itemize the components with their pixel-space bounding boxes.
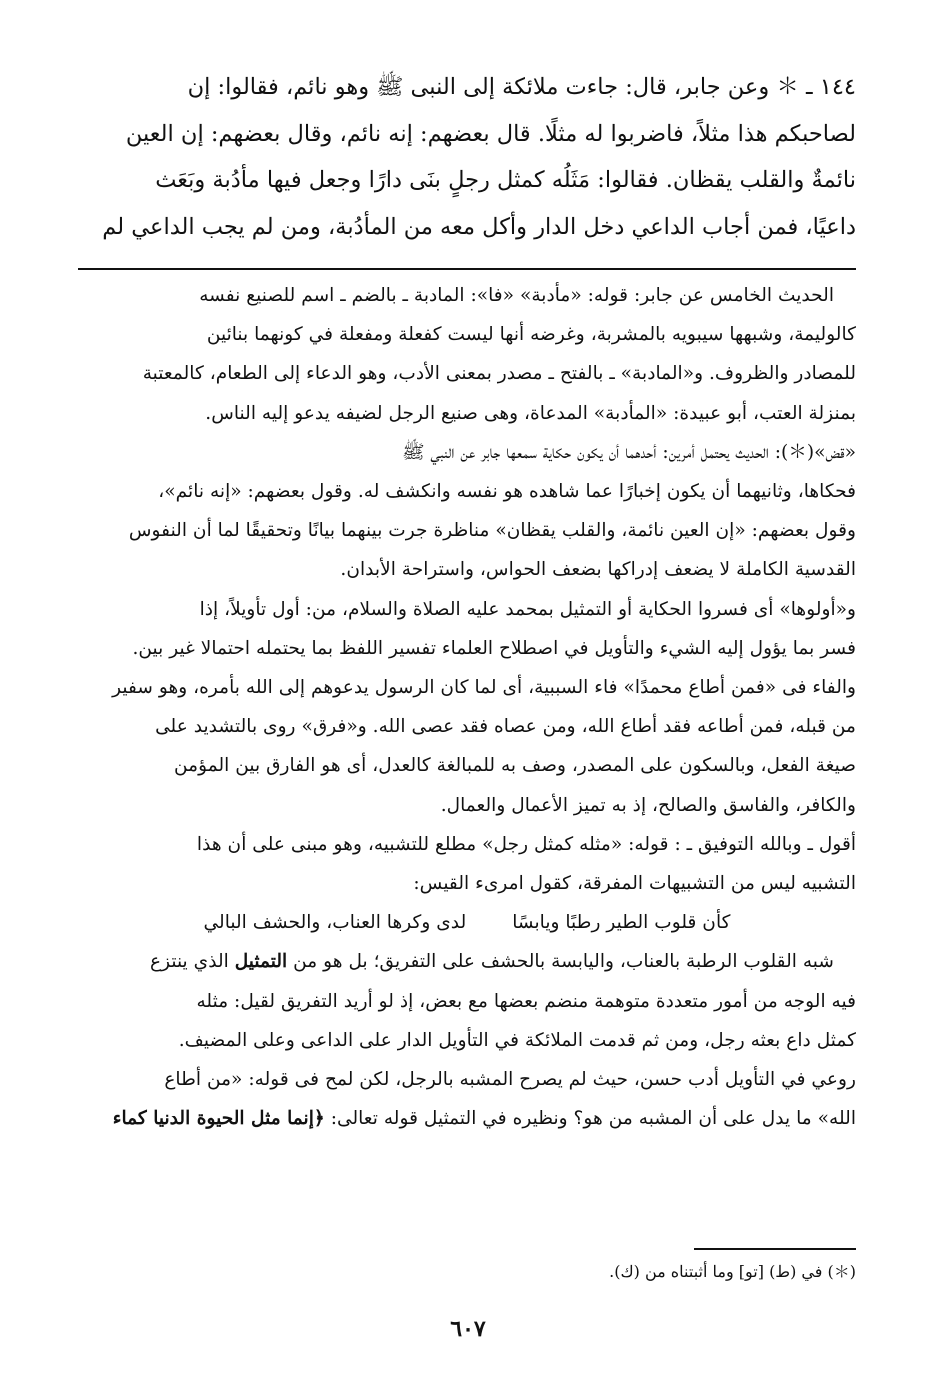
commentary-paragraph-5: [78, 825, 856, 903]
commentary-paragraph-3: [78, 590, 856, 668]
poetry-verse: [78, 903, 856, 942]
commentary-line: [78, 942, 856, 981]
commentary-line: فيه الوجه من أمور متعددة متوهمة منضم بعضها مع بعض، إذ لو أريد التفريق لقيل: مثله: [196, 990, 856, 1012]
hadith-line: ١٤٤ ـ ＊ وعن جابر، قال: جاءت ملائكة إلى النبى ﷺ وهو نائم، فقالوا: إن: [187, 74, 856, 100]
commentary-paragraph-1: [78, 276, 856, 433]
commentary-line: والكافر، والفاسق والصالح، إذ به تميز الأعمال والعمال.: [440, 794, 856, 816]
quran-quote: ﴿إنما مثل الحيوة الدنيا كماء: [112, 1108, 325, 1130]
commentary-line: بمنزلة العتب، أبو عبيدة: «المأدبة» المدعاة، وهى صنيع الرجل لضيفه يدعو إليه الناس.: [205, 402, 856, 424]
hadith-text: [78, 64, 856, 250]
verse-second-hemistich: لدى وكرها العناب، والحشف البالي: [203, 912, 467, 934]
commentary-line: و«أولوها» أى فسروا الحكاية أو التمثيل بمحمد عليه الصلاة والسلام، من: أول تأويلاً، إذا: [199, 598, 856, 620]
commentary-line: صيغة الفعل، وبالسكون على المصدر، وصف به للمبالغة كالعدل، أى هو الفارق بين المؤمن: [174, 755, 856, 777]
text-run: الذي ينتزع: [149, 951, 235, 973]
commentary-paragraph-6: [78, 942, 856, 1138]
commentary-paragraph-4: [78, 668, 856, 825]
hadith-line: داعيًا، فمن أجاب الداعي دخل الدار وأكل معه من المأدُبة، ومن لم يجب الداعي لم: [102, 213, 856, 240]
commentary-line: فسر بما يؤول إليه الشيء والتأويل في اصطلاح العلماء تفسير اللفظ بما يحتمله احتمالا غير بين.: [132, 637, 856, 659]
commentary-line: كمثل داع بعثه رجل، ومن ثم قدمت الملائكة في التأويل الدار على الداعى وعلى المضيف.: [178, 1029, 856, 1051]
commentary-line: كالوليمة، وشبهها سيبويه بالمشربة، وغرضه أنها ليست كفعلة ومفعلة في كونهما بنائين: [206, 324, 856, 346]
commentary-line: أقول ـ وبالله التوفيق ـ : قوله: «مثله كمثل رجل» مطلع للتشبيه، وهو مبنى على أن هذا: [196, 833, 856, 855]
footnote: (＊) في (ط) [تو] وما أثبتناه من (ك).: [609, 1262, 856, 1281]
commentary-line: الحديث الخامس عن جابر: قوله: «مأدبة» «فا»: المادبة ـ بالضم ـ اسم للصنيع نفسه: [199, 285, 834, 306]
text-run: شبه القلوب الرطبة بالعناب، واليابسة بالحشف على التفريق؛ بل هو من: [287, 951, 834, 973]
commentary-line: للمصادر والظروف. و«المادبة» ـ بالفتح ـ مصدر بمعنى الأدب، وهو الدعاء إلى الطعام، كالمعتبة: [142, 363, 856, 385]
footnote-divider: [694, 1248, 856, 1250]
text-run: الله» ما يدل على أن المشبه من هو؟ ونظيره في التمثيل قوله تعالى:: [324, 1108, 856, 1130]
verse-first-hemistich: كأن قلوب الطير رطبًا ويابسًا: [512, 912, 731, 934]
hadith-line: لصاحبكم هذا مثلاً، فاضربوا له مثلًا. قال بعضهم: إنه نائم، وقال بعضهم: إن العين: [125, 120, 856, 147]
commentary-line: القدسية الكاملة لا يضعف إدراكها بضعف الحواس، واستراحة الأبدان.: [340, 559, 856, 581]
commentary-line: فحكاها، وثانيهما أن يكون إخبارًا عما شاهده هو نفسه وانكشف له. وقول بعضهم: «إنه نائم»،: [158, 481, 856, 503]
commentary-line: التشبيه ليس من التشبيهات المفرقة، كقول امرىء القيس:: [413, 873, 856, 895]
bold-term: التمثيل: [234, 951, 288, 973]
section-divider: [78, 268, 856, 270]
hadith-line: نائمةٌ والقلب يقظان. فقالوا: مَثَلُه كمثل رجلٍ بنَى دارًا وجعل فيها مأدُبة وبَعَث: [155, 167, 856, 193]
commentary-line: والفاء فى «فمن أطاع محمدًا» فاء السببية، أى لما كان الرسول يدعوهم إلى الله بأمره، وهو سفير: [112, 677, 856, 699]
commentary-line: وقول بعضهم: «إن العين نائمة، والقلب يقظان» مناظرة جرت بينهما بيانًا وتحقيقًا لما أن النفوس: [128, 520, 856, 542]
commentary: [78, 276, 856, 1138]
commentary-line: روعي في التأويل أدب حسن، حيث لم يصرح المشبه بالرجل، لكن لمح فى قوله: «من أطاع: [164, 1069, 856, 1091]
page-number: ٦٠٧: [450, 1316, 486, 1342]
commentary-line: من قبله، فمن أطاعه فقد أطاع الله، ومن عصاه فقد عصى الله. و«فرق» روى بالتشديد على: [155, 716, 856, 738]
commentary-line: «قض»(＊): الحديث يحتمل أمرين: أحدهما أن يكون حكاية سمعها جابر عن النبي ﷺ: [402, 441, 856, 463]
commentary-line: [78, 1099, 856, 1138]
commentary-paragraph-2: [78, 433, 856, 590]
